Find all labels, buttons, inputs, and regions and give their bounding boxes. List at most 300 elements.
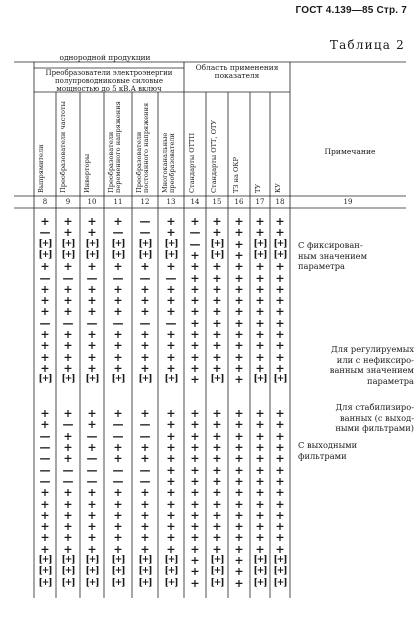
table-cell: + — [113, 361, 123, 375]
table-cell: + — [113, 520, 123, 534]
column-number: 19 — [343, 198, 353, 206]
table-cell: [+] — [138, 566, 152, 577]
table-cell: [+] — [273, 374, 287, 385]
table-cell: + — [190, 542, 200, 556]
table-cell: + — [87, 542, 97, 556]
table-cell: — — [112, 474, 124, 488]
table-cell: + — [234, 418, 244, 432]
column-number: 17 — [255, 198, 265, 206]
table-cell: + — [87, 531, 97, 545]
table-cell: [+] — [138, 238, 152, 249]
table-cell: + — [212, 282, 222, 296]
table-cell: + — [212, 497, 222, 511]
table-cell: + — [87, 486, 97, 500]
table-cell: + — [234, 407, 244, 421]
table-cell: + — [140, 520, 150, 534]
table-cell: [+] — [253, 555, 267, 565]
table-cell: + — [255, 429, 265, 443]
table-label: Таблица 2 — [329, 38, 405, 52]
note-text: Для стабилизиро- ванных (с выход- ными фильтрами) — [335, 402, 414, 434]
table-cell: + — [190, 248, 200, 262]
table-cell: + — [275, 508, 285, 522]
table-cell: + — [113, 294, 123, 308]
table-cell: + — [190, 474, 200, 488]
table-cell: + — [113, 339, 123, 353]
table-cell: + — [234, 441, 244, 454]
table-cell: + — [190, 407, 200, 421]
table-cell: + — [63, 452, 73, 466]
table-cell: + — [113, 282, 123, 296]
table-cell: + — [190, 350, 200, 364]
table-cell: + — [63, 508, 73, 522]
note-text: С фиксирован- ным значением параметра — [298, 240, 368, 272]
table-cell: [+] — [253, 566, 267, 577]
table-cell: + — [63, 294, 73, 308]
table-cell: + — [212, 328, 222, 341]
table-cell: + — [140, 305, 150, 319]
column-number: 11 — [113, 198, 123, 206]
table-cell: + — [63, 497, 73, 511]
column-header: Многоканальные преобразователи — [161, 132, 177, 193]
table-cell: — — [189, 226, 201, 240]
table-cell: + — [166, 463, 176, 477]
table-cell: — — [62, 316, 74, 330]
table-cell: + — [190, 305, 200, 319]
column-header: КУ — [274, 183, 282, 193]
table-cell: + — [275, 316, 285, 330]
table-cell: + — [275, 542, 285, 556]
table-cell: — — [139, 474, 151, 488]
column-number: 9 — [65, 198, 71, 206]
table-cell: [+] — [38, 555, 52, 565]
table-cell: + — [190, 531, 200, 545]
table-cell: + — [234, 226, 244, 240]
table-cell: + — [113, 441, 123, 454]
table-cell: [+] — [253, 577, 267, 588]
table-cell: + — [255, 260, 265, 274]
table-cell: + — [166, 542, 176, 556]
table-cell: + — [275, 452, 285, 466]
table-cell: + — [275, 531, 285, 545]
table-cell: + — [234, 542, 244, 556]
table-cell: + — [140, 260, 150, 274]
table-cell: + — [212, 418, 222, 432]
table-cell: + — [212, 429, 222, 443]
table-cell: [+] — [164, 566, 178, 577]
table-cell: [+] — [61, 249, 75, 260]
table-cell: — — [139, 418, 151, 432]
table-cell: — — [139, 463, 151, 477]
table-cell: + — [212, 226, 222, 240]
table-cell: — — [39, 474, 51, 488]
table-cell: + — [255, 441, 265, 454]
table-cell: + — [63, 531, 73, 545]
table-cell: + — [275, 418, 285, 432]
table-cell: + — [140, 328, 150, 341]
table-cell: [+] — [85, 238, 99, 249]
table-cell: + — [234, 248, 244, 262]
table-cell: + — [234, 271, 244, 285]
table-cell: [+] — [61, 374, 75, 385]
table-cell: [+] — [138, 555, 152, 565]
table-cell: — — [112, 463, 124, 477]
table-cell: + — [40, 520, 50, 534]
table-cell: + — [212, 361, 222, 375]
table-cell: — — [139, 316, 151, 330]
table-cell: + — [275, 226, 285, 240]
page-header: ГОСТ 4.139—85 Стр. 7 — [295, 5, 407, 16]
table-cell: + — [40, 215, 50, 228]
table-cell: — — [39, 226, 51, 240]
table-cell: — — [86, 474, 98, 488]
table-cell: + — [255, 474, 265, 488]
table-cell: + — [87, 282, 97, 296]
table-cell: + — [140, 542, 150, 556]
table-cell: + — [166, 497, 176, 511]
table-cell: + — [255, 316, 265, 330]
table-cell: + — [63, 328, 73, 341]
table-cell: + — [166, 452, 176, 466]
table-cell: + — [234, 215, 244, 228]
table-cell: + — [234, 474, 244, 488]
table-cell: + — [63, 350, 73, 364]
table-cell: + — [190, 554, 200, 567]
table-cell: — — [62, 271, 74, 285]
table-cell: + — [255, 305, 265, 319]
table-cell: + — [40, 305, 50, 319]
table-cell: [+] — [138, 374, 152, 385]
table-cell: [+] — [273, 577, 287, 588]
table-cell: + — [190, 282, 200, 296]
table-cell: + — [140, 294, 150, 308]
table-cell: + — [275, 282, 285, 296]
table-cell: — — [86, 429, 98, 443]
table-cell: + — [87, 294, 97, 308]
table-cell: — — [112, 226, 124, 240]
table-cell: + — [40, 497, 50, 511]
table-cell: + — [190, 328, 200, 341]
table-cell: + — [212, 452, 222, 466]
column-header: Стандарты ОТТП — [188, 132, 196, 193]
table-cell: + — [190, 294, 200, 308]
table-cell: + — [166, 361, 176, 375]
table-cell: + — [40, 361, 50, 375]
table-cell: + — [140, 407, 150, 421]
table-cell: — — [139, 215, 151, 228]
column-number: 8 — [42, 198, 48, 206]
table-cell: + — [87, 305, 97, 319]
table-cell: + — [275, 260, 285, 274]
column-number: 12 — [140, 198, 150, 206]
table-cell: + — [87, 407, 97, 421]
column-number: 15 — [212, 198, 222, 206]
table-cell: + — [140, 486, 150, 500]
table-cell: + — [275, 350, 285, 364]
column-number: 14 — [190, 198, 200, 206]
table-cell: [+] — [138, 249, 152, 260]
table-cell: + — [166, 226, 176, 240]
table-cell: + — [113, 542, 123, 556]
table-cell: + — [234, 316, 244, 330]
table-cell: + — [212, 520, 222, 534]
table-cell: [+] — [164, 249, 178, 260]
table-cell: + — [234, 520, 244, 534]
table-cell: + — [275, 429, 285, 443]
table-cell: + — [166, 294, 176, 308]
table-cell: — — [39, 429, 51, 443]
table-cell: + — [113, 486, 123, 500]
table-cell: + — [87, 497, 97, 511]
table-cell: + — [113, 350, 123, 364]
table-cell: + — [140, 350, 150, 364]
table-cell: + — [275, 407, 285, 421]
table-cell: + — [255, 531, 265, 545]
table-cell: + — [166, 339, 176, 353]
table-cell: + — [234, 339, 244, 353]
table-cell: + — [113, 328, 123, 341]
table-cell: + — [40, 407, 50, 421]
table-cell: [+] — [164, 577, 178, 588]
table-cell: + — [40, 294, 50, 308]
table-cell: + — [166, 418, 176, 432]
table-cell: + — [234, 260, 244, 274]
table-cell: + — [234, 576, 244, 590]
table-cell: + — [255, 282, 265, 296]
table-cell: + — [255, 508, 265, 522]
table-cell: [+] — [111, 374, 125, 385]
column-header: Стандарты ОТТ, ОТУ — [210, 119, 218, 193]
table-cell: + — [275, 463, 285, 477]
table-cell: + — [113, 508, 123, 522]
table-cell: + — [234, 452, 244, 466]
table-cell: + — [234, 328, 244, 341]
table-cell: + — [255, 215, 265, 228]
table-cell: + — [275, 474, 285, 488]
column-header: ТУ — [254, 183, 262, 193]
table-cell: + — [113, 215, 123, 228]
table-cell: + — [212, 316, 222, 330]
table-cell: + — [212, 463, 222, 477]
table-cell: [+] — [85, 555, 99, 565]
table-cell: + — [140, 508, 150, 522]
table-cell: + — [40, 531, 50, 545]
table-cell: + — [87, 361, 97, 375]
table-cell: [+] — [273, 555, 287, 565]
table-cell: [+] — [210, 374, 224, 385]
table-cell: + — [255, 542, 265, 556]
table-cell: — — [62, 418, 74, 432]
table-cell: [+] — [253, 249, 267, 260]
table-cell: + — [87, 508, 97, 522]
table-cell: + — [275, 305, 285, 319]
table-cell: + — [87, 441, 97, 454]
group-header-area: Область применения показателя — [195, 63, 279, 81]
table-cell: + — [234, 373, 244, 387]
table-cell: + — [234, 508, 244, 522]
table-cell: + — [212, 215, 222, 228]
table-cell: + — [190, 497, 200, 511]
table-cell: + — [234, 565, 244, 579]
table-cell: [+] — [210, 555, 224, 565]
table-cell: + — [212, 294, 222, 308]
column-header-note: Примечание — [324, 147, 376, 156]
table-cell: + — [212, 508, 222, 522]
table-cell: + — [40, 339, 50, 353]
table-cell: + — [275, 328, 285, 341]
table-cell: + — [140, 441, 150, 454]
table-cell: — — [39, 316, 51, 330]
table-cell: — — [139, 429, 151, 443]
table-cell: + — [190, 441, 200, 454]
table-cell: + — [234, 237, 244, 251]
table-cell: + — [212, 260, 222, 274]
table-cell: + — [87, 520, 97, 534]
table-cell: + — [255, 226, 265, 240]
table-cell: [+] — [164, 555, 178, 565]
table-cell: + — [166, 260, 176, 274]
table-cell: + — [166, 350, 176, 364]
table-cell: + — [234, 361, 244, 375]
table-cell: + — [234, 531, 244, 545]
table-cell: + — [212, 441, 222, 454]
table-cell: + — [113, 260, 123, 274]
table-cell: + — [275, 215, 285, 228]
table-cell: + — [190, 339, 200, 353]
table-cell: — — [112, 271, 124, 285]
table-cell: [+] — [38, 566, 52, 577]
table-cell: — — [62, 474, 74, 488]
table-cell: + — [140, 361, 150, 375]
table-cell: + — [140, 282, 150, 296]
table-cell: + — [275, 339, 285, 353]
table-cell: [+] — [61, 577, 75, 588]
table-cell: + — [166, 305, 176, 319]
table-cell: + — [190, 418, 200, 432]
table-cell: — — [189, 237, 201, 251]
table-cell: [+] — [111, 238, 125, 249]
table-cell: — — [39, 463, 51, 477]
column-header: Выпрямители — [37, 144, 45, 193]
table-cell: + — [140, 497, 150, 511]
table-cell: + — [87, 215, 97, 228]
table-cell: + — [40, 486, 50, 500]
table-cell: — — [39, 271, 51, 285]
table-cell: + — [190, 373, 200, 387]
table-cell: + — [140, 452, 150, 466]
table-cell: + — [234, 429, 244, 443]
table-cell: [+] — [273, 238, 287, 249]
column-header: Преобразователи частоты — [59, 101, 67, 193]
table-cell: + — [166, 328, 176, 341]
table-cell: + — [140, 531, 150, 545]
table-cell: + — [212, 531, 222, 545]
table-cell: + — [255, 361, 265, 375]
table-cell: — — [165, 271, 177, 285]
table-cell: — — [139, 226, 151, 240]
table-cell: + — [234, 554, 244, 567]
table-cell: + — [166, 508, 176, 522]
table-cell: + — [212, 486, 222, 500]
column-header: Преобразователи переменного напряжения — [107, 101, 123, 193]
table-cell: [+] — [111, 566, 125, 577]
table-cell: [+] — [38, 374, 52, 385]
table-cell: + — [190, 565, 200, 579]
table-cell: [+] — [111, 555, 125, 565]
table-cell: + — [255, 497, 265, 511]
table-cell: [+] — [61, 555, 75, 565]
table-cell: + — [63, 520, 73, 534]
table-cell: — — [112, 316, 124, 330]
table-cell: + — [166, 474, 176, 488]
table-cell: + — [40, 508, 50, 522]
note-text: Для регулируемых или с нефиксиро- ванным значением параметра — [329, 344, 414, 386]
table-cell: + — [40, 542, 50, 556]
table-cell: [+] — [38, 577, 52, 588]
table-cell: + — [166, 215, 176, 228]
table-cell: + — [212, 339, 222, 353]
table-cell: + — [255, 452, 265, 466]
table-cell: + — [190, 271, 200, 285]
table-cell: + — [190, 508, 200, 522]
table-cell: [+] — [85, 374, 99, 385]
table-cell: + — [87, 260, 97, 274]
table-cell: + — [255, 463, 265, 477]
table-cell: + — [140, 339, 150, 353]
table-cell: + — [87, 350, 97, 364]
table-cell: + — [255, 520, 265, 534]
table-cell: + — [234, 305, 244, 319]
table-cell: + — [212, 407, 222, 421]
table-cell: — — [86, 463, 98, 477]
table-cell: [+] — [61, 566, 75, 577]
table-cell: + — [63, 260, 73, 274]
table-cell: + — [255, 339, 265, 353]
table-cell: — — [112, 429, 124, 443]
table-cell: [+] — [38, 249, 52, 260]
table-cell: + — [212, 542, 222, 556]
table-cell: [+] — [273, 249, 287, 260]
table-cell: + — [166, 531, 176, 545]
table-cell: + — [275, 294, 285, 308]
column-number: 13 — [166, 198, 176, 206]
table-cell: + — [63, 542, 73, 556]
column-number: 10 — [87, 198, 97, 206]
table-cell: + — [113, 497, 123, 511]
table-cell: — — [62, 463, 74, 477]
table-cell: + — [234, 486, 244, 500]
table-cell: [+] — [61, 238, 75, 249]
table-cell: + — [113, 305, 123, 319]
table-cell: + — [40, 418, 50, 432]
table-cell: + — [234, 463, 244, 477]
table-cell: + — [190, 463, 200, 477]
table-cell: + — [40, 282, 50, 296]
table-cell: + — [40, 260, 50, 274]
table-cell: — — [86, 452, 98, 466]
table-cell: + — [275, 497, 285, 511]
table-cell: + — [63, 282, 73, 296]
table-cell: [+] — [210, 577, 224, 588]
table-cell: [+] — [38, 238, 52, 249]
table-cell: + — [255, 418, 265, 432]
table-cell: + — [212, 350, 222, 364]
table-cell: [+] — [138, 577, 152, 588]
table-cell: [+] — [210, 249, 224, 260]
table-cell: — — [86, 271, 98, 285]
table-cell: + — [255, 271, 265, 285]
table-cell: + — [87, 418, 97, 432]
table-cell: + — [63, 339, 73, 353]
